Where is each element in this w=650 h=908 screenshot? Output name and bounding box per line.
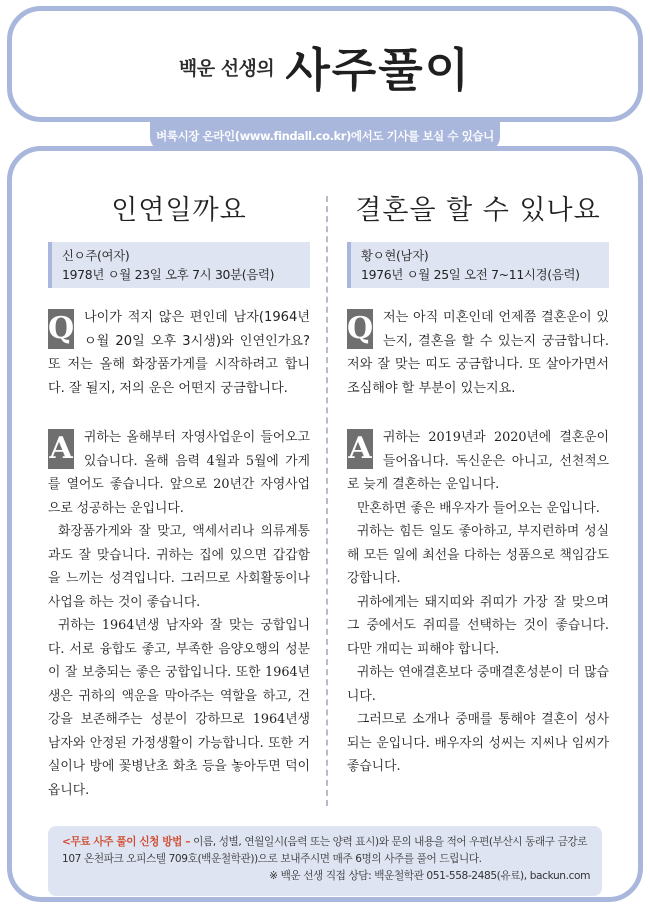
left-title: 인연일까요	[111, 195, 247, 226]
right-article	[347, 188, 609, 779]
right-answer	[347, 426, 609, 779]
left-answer-para: 귀하는 올해부터 자영사업운이 들어오고 있습니다. 올해 음력 4월과 5월에 가게를 열어도 좋습니다. 앞으로 20년간 자영사업으로 성공하는 운입니다.	[48, 430, 310, 516]
right-question	[347, 306, 609, 400]
application-text	[62, 834, 590, 868]
question-badge: Q	[48, 309, 74, 349]
left-answer-para: 귀하는 1964년생 남자와 잘 맞는 궁합입니다. 서로 융합도 좋고, 부족한 음양오행의 성분이 잘 보충되는 좋은 궁합입니다. 또한 1964년생은 귀하의 액운을 막아주는 역할을 하고, 건강을 보존해주는 성분이 강하므로 1964년생 남자와 안정된 가정생활이 가능합니다. 또한 거실이나 방에 꽃병난초 화초 등을 놓아두면 덕이 옵니다.	[48, 618, 310, 798]
left-person: 신ㅇ주(여자)	[62, 248, 130, 263]
online-banner	[150, 121, 500, 173]
contact-line: ※ 백운 선생 직접 상담: 백운철학관 051-558-2485(유료), backun.com	[269, 870, 590, 882]
banner-text: 벼룩시장 온라인(www.findall.co.kr)에서도 기사를 보실 수 있습니다.	[156, 129, 494, 173]
left-question-text: 나이가 적지 않은 편인데 남자(1964년 ㅇ월 20일 오후 3시생)와 인연인가요? 또 저는 올해 화장품가게를 시작하려고 합니다. 잘 될지, 저의 운은 어떤지 궁금합니다.	[48, 310, 310, 396]
left-info-box	[48, 242, 310, 288]
right-birth: 1976년 ㅇ월 25일 오전 7~11시경(음력)	[361, 267, 580, 282]
answer-badge: A	[347, 429, 373, 469]
question-badge: Q	[347, 309, 373, 349]
left-question	[48, 306, 310, 400]
right-answer-para: 만혼하면 좋은 배우자가 들어오는 운입니다.	[357, 500, 600, 516]
left-answer	[48, 426, 310, 802]
right-answer-para: 그러므로 소개나 중매를 통해야 결혼이 성사되는 운입니다. 배우자의 성씨는 지씨나 임씨가 좋습니다.	[347, 712, 609, 774]
left-article	[48, 188, 310, 802]
right-answer-para: 귀하에게는 돼지띠와 쥐띠가 가장 잘 맞으며 그 중에서도 쥐띠를 선택하는 것이 좋습니다. 다만 개띠는 피해야 합니다.	[347, 594, 609, 657]
application-lead: <무료 사주 풀이 신청 방법 –	[62, 836, 191, 848]
title-subtitle: 백운 선생의	[178, 57, 275, 80]
answer-badge: A	[48, 429, 74, 469]
page-title	[0, 34, 650, 100]
right-person: 황ㅇ현(남자)	[361, 248, 429, 263]
right-answer-para: 귀하는 2019년과 2020년에 결혼운이 들어옵니다. 독신운은 아니고, 선천적으로 늦게 결혼하는 운입니다.	[347, 430, 609, 492]
application-body: 이름, 성별, 연월일시(음력 또는 양력 표시)와 문의 내용을 적어 우편(부산시 동래구 금강로 107 온천파크 오피스텔 709호(백운철학관))으로 보내주시면 매주 6명의 사주를 풀어 드립니다.	[62, 836, 588, 865]
right-answer-para: 귀하는 힘든 일도 좋아하고, 부지런하며 성실해 모든 일에 최선을 다하는 성품으로 책임감도 강합니다.	[347, 524, 609, 586]
title-main: 사주풀이	[285, 43, 472, 97]
right-title: 결혼을 할 수 있나요	[355, 195, 601, 226]
left-answer-para: 화장품가게와 잘 맞고, 액세서리나 의류계통과도 잘 맞습니다. 귀하는 집에 있으면 갑갑함을 느끼는 성격입니다. 그러므로 사회활동이나 사업을 하는 것이 좋습니다.	[48, 524, 310, 610]
column-divider	[326, 196, 328, 806]
right-answer-para: 귀하는 연애결혼보다 중매결혼성분이 더 많습니다.	[347, 665, 609, 704]
right-info-box	[347, 242, 609, 288]
right-question-text: 저는 아직 미혼인데 언제쯤 결혼운이 있는지, 결혼을 할 수 있는지 궁금합니다. 저와 잘 맞는 띠도 궁금합니다. 또 살아가면서 조심해야 할 부분이 있는지요.	[347, 310, 609, 396]
application-info-box	[48, 826, 602, 896]
left-birth: 1978년 ㅇ월 23일 오후 7시 30분(음력)	[62, 267, 275, 282]
